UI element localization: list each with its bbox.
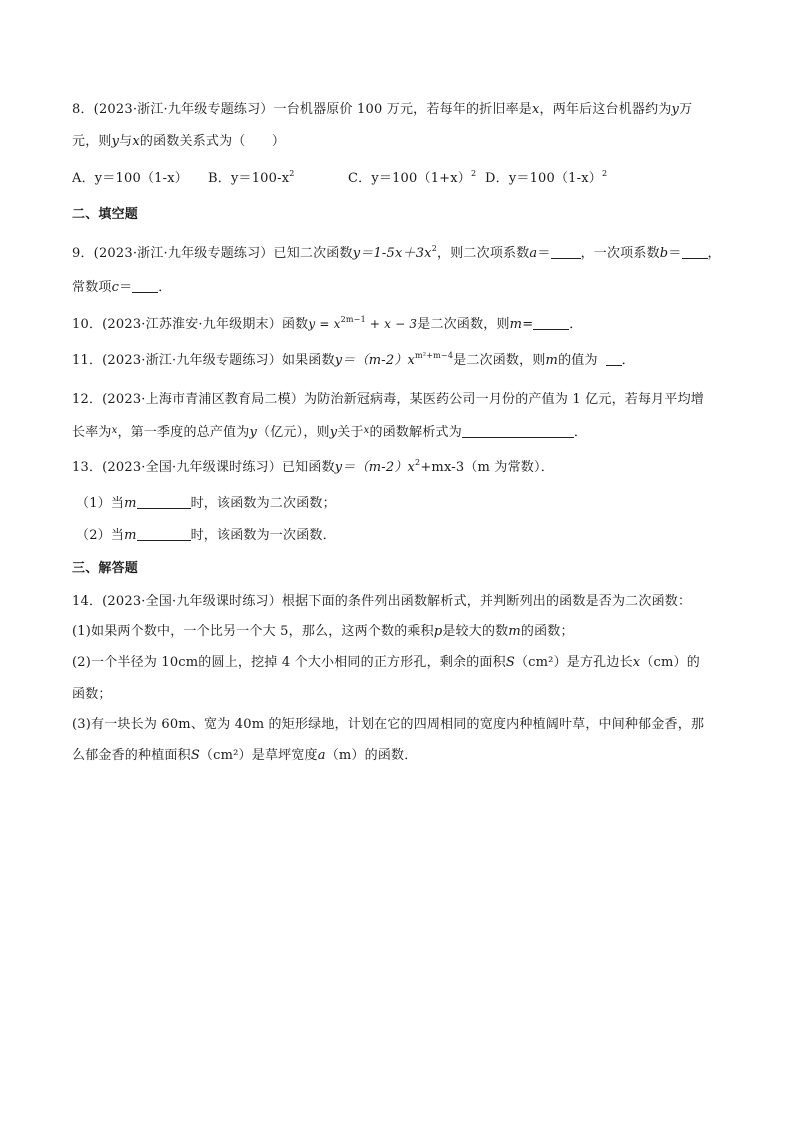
q14-line1: 14．(2023·全国·九年级课时练习）根据下面的条件列出函数解析式，并判断列出的函数是否为二次函数： xyxy=(72,594,692,609)
var-m: m xyxy=(508,624,521,639)
q9-text: 常数项 xyxy=(72,280,112,295)
var-y: y xyxy=(671,102,680,117)
option-a[interactable]: A．y＝100（1-x） xyxy=(72,171,188,186)
q8-text: 与 xyxy=(119,134,133,149)
option-b[interactable] xyxy=(208,170,348,188)
q11-text: ． xyxy=(621,353,635,368)
var-m: m xyxy=(124,528,137,543)
option-b-sup: 2 xyxy=(289,169,295,178)
q9-text: ，则二次项系数 xyxy=(437,246,530,261)
q10-exponent: 2m−1 xyxy=(340,315,366,324)
answer-blank-function[interactable] xyxy=(462,425,574,438)
var-m: m xyxy=(545,353,559,368)
q13-text: 时，该函数为二次函数； xyxy=(190,496,336,511)
q13-text: +mx-3（m 为常数）． xyxy=(420,460,554,475)
q12-text: ． xyxy=(573,425,588,440)
q14-text: （m）的函数． xyxy=(325,748,418,763)
q11-text: 11．(2023·浙江·九年级专题练习）如果函数 xyxy=(72,353,335,368)
answer-blank-b[interactable] xyxy=(682,246,708,259)
q9-text: ． xyxy=(158,280,172,295)
q9-text: ＝ xyxy=(119,280,133,295)
option-d[interactable] xyxy=(485,170,607,188)
var-s: S xyxy=(190,748,200,763)
q8-line1 xyxy=(72,101,692,119)
q11-line xyxy=(72,352,635,370)
q14-part1 xyxy=(72,623,574,641)
q14-text: 是较大的数 xyxy=(442,624,509,639)
option-c[interactable] xyxy=(348,170,485,188)
q13-text: （1）当 xyxy=(76,496,125,511)
q8-text: 的函数关系式为（ ） xyxy=(139,134,286,149)
answer-blank-part1[interactable] xyxy=(137,496,191,509)
q14-part3-line1: (3)有一块长为 60m、宽为 40m 的矩形绿地，计划在它的四周相同的宽度内种植阔叶草，中间种郁金香，那 xyxy=(72,717,705,732)
q10-text: 是二次函数，则 xyxy=(417,317,510,332)
q14-text: 么郁金香的种植面积 xyxy=(72,748,191,763)
q8-line2 xyxy=(72,133,285,151)
q14-part3-line2 xyxy=(72,747,417,765)
q10-text: 10．(2023·江苏淮安·九年级期末）函数 xyxy=(72,317,309,332)
answer-blank-m-value[interactable] xyxy=(606,353,622,366)
q11-exponent: m²+m−4 xyxy=(415,351,454,360)
option-c-text: C．y＝100（1+x） xyxy=(348,171,471,186)
var-s: S xyxy=(505,655,515,670)
q13-text: （2）当 xyxy=(76,528,125,543)
q9-exponent: 2 xyxy=(431,244,438,253)
q12-text: 的函数解析式为 xyxy=(369,425,462,440)
q13-expression: y＝（m-2）x xyxy=(334,460,416,475)
option-d-sup: 2 xyxy=(601,169,608,178)
q10-text: ． xyxy=(569,317,583,332)
q8-text: ，两年后这台机器约为 xyxy=(539,102,672,117)
q9-text: ，一次项系数 xyxy=(580,246,660,261)
q10-line xyxy=(72,315,583,334)
q12-text: ，第一季度的总产值为 xyxy=(117,425,250,440)
q14-text: （cm²）是草坪宽度 xyxy=(199,748,318,763)
q13-line1 xyxy=(72,459,554,477)
var-x: x xyxy=(363,425,370,436)
q9-expression: y＝1-5x＋3x xyxy=(352,246,432,261)
var-y: y xyxy=(329,425,338,440)
q8-text: 万 xyxy=(679,102,693,117)
q12-line1: 12．(2023·上海市青浦区教育局二模）为防治新冠病毒，某医药公司一月份的产值为 1 亿元，若每月平均增 xyxy=(72,392,704,407)
q12-text: 长率为 xyxy=(72,425,112,440)
var-b: b xyxy=(659,246,669,261)
q9-text: ， xyxy=(707,246,721,261)
q10-expression-tail: + x − 3 xyxy=(365,317,418,331)
q14-part2-line2: 函数； xyxy=(72,687,112,702)
q9-line2 xyxy=(72,279,172,297)
q11-expression: y＝（m-2）x xyxy=(334,353,416,368)
section-heading-fill-in: 二、填空题 xyxy=(72,207,139,222)
q14-text: (1)如果两个数中，一个比另一个大 5，那么，这两个数的乘积 xyxy=(72,624,434,639)
var-x: x xyxy=(632,655,641,670)
section-heading-solve: 三、解答题 xyxy=(72,561,139,576)
q9-line1 xyxy=(72,245,721,263)
q13-part1 xyxy=(76,495,336,513)
q11-text: 是二次函数，则 xyxy=(453,353,546,368)
var-p: p xyxy=(433,624,443,639)
q13-text: 时，该函数为一次函数． xyxy=(190,528,336,543)
var-x: x xyxy=(531,102,540,117)
var-c: c xyxy=(111,280,120,295)
q9-text: ＝ xyxy=(668,246,682,261)
q13-part2 xyxy=(76,527,336,545)
option-d-text: D．y＝100（1-x） xyxy=(485,171,602,186)
q11-text: 的值为 xyxy=(558,353,598,368)
q13-text: 13．(2023·全国·九年级课时练习）已知函数 xyxy=(72,460,335,475)
answer-blank-part2[interactable] xyxy=(137,528,191,541)
var-x: x xyxy=(132,134,140,149)
q12-text: （亿元），则 xyxy=(257,425,330,440)
var-y: y xyxy=(249,425,258,440)
q14-text: （cm²）是方孔边长 xyxy=(514,655,633,670)
var-y: y xyxy=(111,134,120,149)
answer-blank-a[interactable] xyxy=(551,246,581,259)
answer-blank-c[interactable] xyxy=(132,280,158,293)
q14-text: (2)一个半径为 10cm的圆上，挖掉 4 个大小相同的正方形孔，剩余的面积 xyxy=(72,655,506,670)
q12-line2 xyxy=(72,422,587,442)
option-b-text: B．y＝100-x xyxy=(208,171,290,186)
q14-text: 的函数； xyxy=(520,624,574,639)
q14-part2-line1 xyxy=(72,654,700,672)
var-x: x xyxy=(111,425,118,436)
q13-exponent: 2 xyxy=(415,458,421,467)
answer-blank-m[interactable] xyxy=(533,317,569,330)
q10-text: = xyxy=(522,317,534,332)
var-m: m xyxy=(124,496,137,511)
q10-expression: y = x xyxy=(308,317,341,331)
option-c-sup: 2 xyxy=(471,169,477,178)
q9-text: 9．(2023·浙江·九年级专题练习）已知二次函数 xyxy=(72,246,353,261)
q8-options xyxy=(72,170,607,188)
var-a: a xyxy=(529,246,538,261)
q14-text: （cm）的 xyxy=(640,655,700,670)
q8-text: 元，则 xyxy=(72,134,112,149)
q12-text: 关于 xyxy=(337,425,364,440)
var-m: m xyxy=(509,317,523,332)
var-a: a xyxy=(317,748,326,763)
q8-text: 8．(2023·浙江·九年级专题练习）一台机器原价 100 万元，若每年的折旧率是 xyxy=(72,102,532,117)
q9-text: ＝ xyxy=(537,246,551,261)
